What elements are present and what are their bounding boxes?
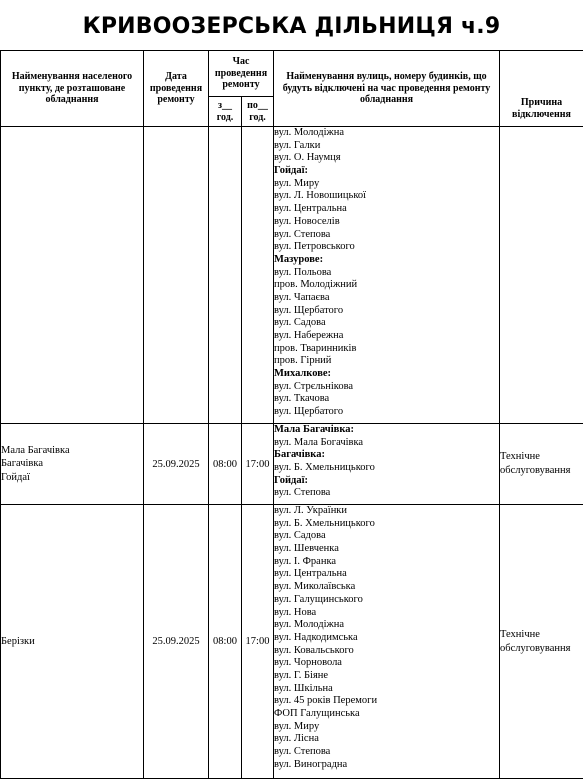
locality-name: Багачівка xyxy=(1,457,143,470)
table-row xyxy=(1,127,583,424)
street-entry: ФОП Галущинська xyxy=(274,708,499,721)
settlement-heading: Гойдаї: xyxy=(274,475,499,488)
street-entry: вул. Молодіжна xyxy=(274,619,499,632)
street-entry: вул. Л. Новошицької xyxy=(274,190,499,203)
street-entry: пров. Гірний xyxy=(274,355,499,368)
street-entry: пров. Тваринників xyxy=(274,343,499,356)
settlement-heading: Михалкове: xyxy=(274,368,499,381)
street-entry: вул. Надкодимська xyxy=(274,632,499,645)
settlement-heading: Мала Багачівка: xyxy=(274,424,499,437)
street-entry: вул. Набережна xyxy=(274,330,499,343)
street-entry: вул. Щербатого xyxy=(274,305,499,318)
street-entry: вул. Петровського xyxy=(274,241,499,254)
street-entry: вул. Стрєльнікова xyxy=(274,381,499,394)
street-entry: вул. Миру xyxy=(274,178,499,191)
cause-cell: Технічне обслуговування xyxy=(500,424,583,505)
page-title: КРИВООЗЕРСЬКА ДІЛЬНИЦЯ ч.9 xyxy=(0,14,583,39)
header-time: Час проведення ремонту xyxy=(209,51,274,97)
locality-cell xyxy=(1,505,144,779)
street-entry: вул. Нова xyxy=(274,607,499,620)
street-entry: вул. Польова xyxy=(274,267,499,280)
table-row xyxy=(1,505,583,779)
street-entry: вул. Виноградна xyxy=(274,759,499,772)
locality-list xyxy=(1,635,143,648)
street-entry: вул. Новоселів xyxy=(274,216,499,229)
street-entry: вул. Садова xyxy=(274,530,499,543)
header-locality: Найменування населеного пункту, де розташоване обладнання xyxy=(1,51,144,127)
street-entry: вул. Щербатого xyxy=(274,406,499,419)
street-entry: вул. Шкільна xyxy=(274,683,499,696)
streets-list xyxy=(274,424,499,500)
date-cell xyxy=(144,127,209,424)
locality-name: Гойдаї xyxy=(1,471,143,484)
time-from-cell: 08:00 xyxy=(209,424,242,505)
street-entry: вул. О. Наумця xyxy=(274,152,499,165)
locality-cell xyxy=(1,424,144,505)
locality-name: Мала Багачівка xyxy=(1,444,143,457)
street-entry: вул. Степова xyxy=(274,229,499,242)
street-entry: пров. Молодіжний xyxy=(274,279,499,292)
date-cell: 25.09.2025 xyxy=(144,424,209,505)
street-entry: вул. Ковальського xyxy=(274,645,499,658)
cause-cell xyxy=(500,127,583,424)
time-to-cell: 17:00 xyxy=(242,424,274,505)
outage-schedule-table xyxy=(0,50,583,779)
header-from: з__ год. xyxy=(209,97,242,127)
time-from-cell: 08:00 xyxy=(209,505,242,779)
street-entry: вул. Ткачова xyxy=(274,393,499,406)
streets-cell xyxy=(274,424,500,505)
street-entry: вул. Садова xyxy=(274,317,499,330)
streets-cell xyxy=(274,505,500,779)
street-entry: вул. Г. Біяне xyxy=(274,670,499,683)
date-cell: 25.09.2025 xyxy=(144,505,209,779)
street-entry: вул. І. Франка xyxy=(274,556,499,569)
locality-cell xyxy=(1,127,144,424)
street-entry: вул. Молодіжна xyxy=(274,127,499,140)
street-entry: вул. Б. Хмельницького xyxy=(274,462,499,475)
street-entry: вул. Мала Богачівка xyxy=(274,437,499,450)
street-entry: вул. Чорновола xyxy=(274,657,499,670)
table-row xyxy=(1,424,583,505)
street-entry: вул. Степова xyxy=(274,746,499,759)
locality-list xyxy=(1,444,143,483)
street-entry: вул. Степова xyxy=(274,487,499,500)
street-entry: вул. Миру xyxy=(274,721,499,734)
street-entry: вул. Галки xyxy=(274,140,499,153)
street-entry: вул. 45 років Перемоги xyxy=(274,695,499,708)
streets-cell xyxy=(274,127,500,424)
street-entry: вул. Л. Українки xyxy=(274,505,499,518)
header-date: Дата проведення ремонту xyxy=(144,51,209,127)
street-entry: вул. Миколаївська xyxy=(274,581,499,594)
time-to-cell xyxy=(242,127,274,424)
header-cause: Причина відключення xyxy=(500,51,583,127)
street-entry: вул. Центральна xyxy=(274,203,499,216)
street-entry: вул. Чапаєва xyxy=(274,292,499,305)
header-row xyxy=(1,51,583,97)
time-from-cell xyxy=(209,127,242,424)
cause-cell: Технічне обслуговування xyxy=(500,505,583,779)
settlement-heading: Гойдаї: xyxy=(274,165,499,178)
settlement-heading: Мазурове: xyxy=(274,254,499,267)
street-entry: вул. Лісна xyxy=(274,733,499,746)
settlement-heading: Багачівка: xyxy=(274,449,499,462)
streets-list xyxy=(274,505,499,771)
street-entry: вул. Б. Хмельницького xyxy=(274,518,499,531)
header-to: по__ год. xyxy=(242,97,274,127)
time-to-cell: 17:00 xyxy=(242,505,274,779)
street-entry: вул. Галущинського xyxy=(274,594,499,607)
header-streets: Найменування вулиць, номеру будинків, що будуть відключені на час проведення ремонту обладнання xyxy=(274,51,500,127)
locality-name: Берізки xyxy=(1,635,143,648)
street-entry: вул. Шевченка xyxy=(274,543,499,556)
street-entry: вул. Центральна xyxy=(274,568,499,581)
streets-list xyxy=(274,127,499,419)
